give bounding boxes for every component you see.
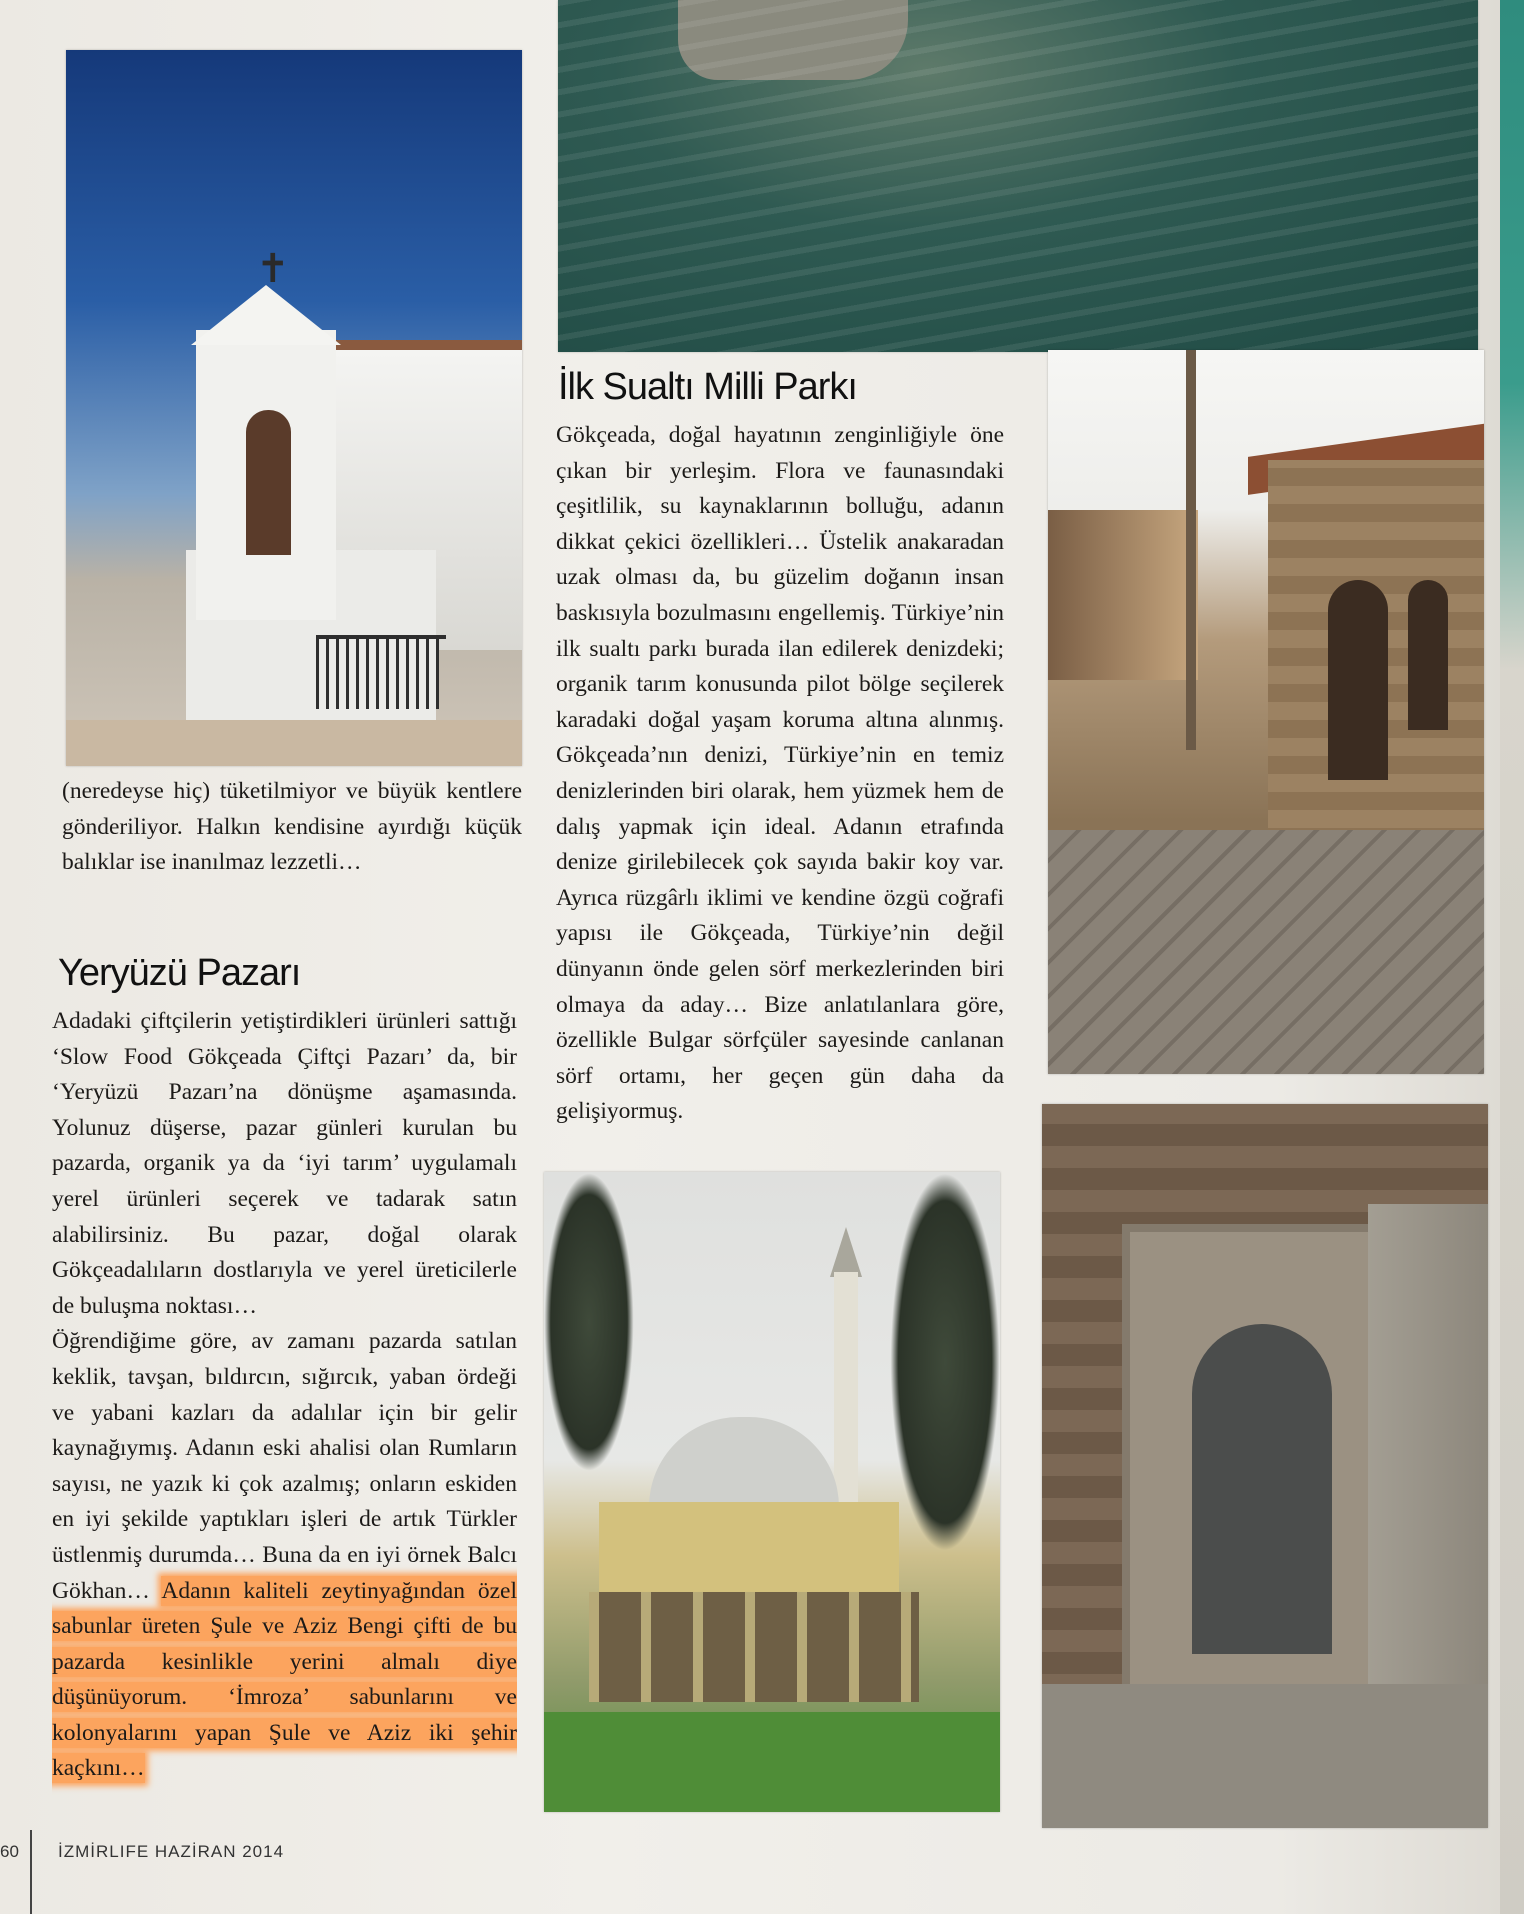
cross-icon: ✝ [256,246,290,291]
arched-window [1408,580,1448,730]
continued-paragraph: (neredeyse hiç) tüketilmiyor ve büyük kentlere gönderiliyor. Halkın kendisine ayırdığı küçük balıklar ise inanılmaz lezzetli… [62,778,522,876]
distant-houses [1048,510,1198,680]
page-number: 60 [0,1842,19,1861]
lawn [544,1712,1000,1812]
utility-pole [1186,350,1196,750]
iron-railing [316,635,446,709]
body-paragraph: Gökçeada, doğal hayatının zenginliğiyle öne çıkan bir yerleşim. Flora ve faunasındaki çeşitlilik, su kaynaklarının bolluğu, adanın dikkat çekici özellikleri… Üstelik anakaradan uzak olması da, bu güzelim doğanın insan baskısıyla bozulmasını engellemiş. Türkiye’nin ilk sualtı parkı burada ilan edilerek denizdeki; organik tarım konusunda pilot bölge seçilerek karadaki doğal yaşam koruma altına alınmış. Gökçeada’nın denizi, Türkiye’nin en temiz denizlerinden biri olarak, hem yüzmek hem de dalış yapmak için ideal. Adanın etrafında denize girilebilecek çok sayıda bakir koy var. Ayrıca rüzgârlı iklimi ve kendine özgü coğrafi yapısı ile Gökçeada, Türkiye’nin değil dünyanın önde gelen sörf merkezlerinden biri olmaya da aday… Bize anlatılanlara göre, özellikle Bulgar sörfçüler sayesinde canlanan sörf ortamı, her geçen gün daha da gelişiyormuş. [556,422,1004,1125]
tree [890,1172,1000,1552]
highlighted-text: Adanın kaliteli zeytinyağından özel sabunlar üreten Şule ve Aziz Bengi çifti de bu pazarda kesinlikle yerini almalı diye düşünüyorum. ‘İmroza’ sabunlarını ve kolonyalarını yapan Şule ve Aziz iki şehir kaçkını… [52,1577,517,1782]
village-street-photo [1048,350,1484,1074]
church-bell-tower-photo [66,50,522,766]
left-column-intro [62,774,522,881]
mosque-portico [589,1592,919,1702]
fountain-niche [1192,1324,1332,1654]
section-heading-yeryuzu: Yeryüzü Pazarı [58,952,301,994]
magazine-footer: İZMİRLIFE HAZİRAN 2014 [58,1842,285,1861]
ground [1042,1684,1488,1828]
left-column-body [52,1004,517,1787]
bell-tower-roof [191,285,341,345]
bell-tower-arch [246,410,291,555]
stone-fountain-photo [1042,1104,1488,1828]
section-heading-sualti: İlk Sualtı Milli Parkı [558,366,857,408]
footer-divider [30,1830,32,1914]
sea-water-photo [558,0,1478,352]
cobblestone-road [1048,830,1484,1074]
adjacent-page-edge [1500,0,1524,1914]
ground [66,720,522,766]
tree [544,1172,634,1472]
minaret-spire [830,1227,862,1277]
water-ripples [558,0,1478,352]
mosque-dome [649,1417,839,1507]
body-paragraph: Öğrendiğime göre, av zamanı pazarda satılan keklik, tavşan, bıldırcın, sığırcık, yaban ördeği ve yabani kazları da adalılar için bir gelir kaynağıymış. Adanın eski ahalisi olan Rumların sayısı, ne yazık ki çok azalmış; onların eskiden en iyi şekilde yaptıkları işleri de artık Türkler üstlenmiş durumda… Buna da en iyi örnek Balcı Gökhan… Adanın kaliteli zeytinyağından özel sabunlar üreten Şule ve Aziz Bengi çifti de bu pazarda kesinlikle yerini almalı diye düşünüyorum. ‘İmroza’ sabunlarını ve kolonyalarını yapan Şule ve Aziz iki şehir kaçkını… [52,1328,517,1782]
body-paragraph: Adadaki çiftçilerin yetiştirdikleri ürünleri sattığı ‘Slow Food Gökçeada Çiftçi Pazarı’ da, bir ‘Yeryüzü Pazarı’na dönüşme aşamasında. Yolunuz düşerse, pazar günleri kurulan bu pazarda, organik ya da ‘iyi tarım’ uygulamalı yerel ürünleri seçerek ve tadarak satın alabilirsiniz. Bu pazar, doğal olarak Gökçeadalıların dostlarıyla ve yerel üreticilerle de buluşma noktası… [52,1008,517,1319]
mosque-photo [544,1172,1000,1812]
arched-door [1328,580,1388,780]
middle-column-body [556,418,1004,1130]
